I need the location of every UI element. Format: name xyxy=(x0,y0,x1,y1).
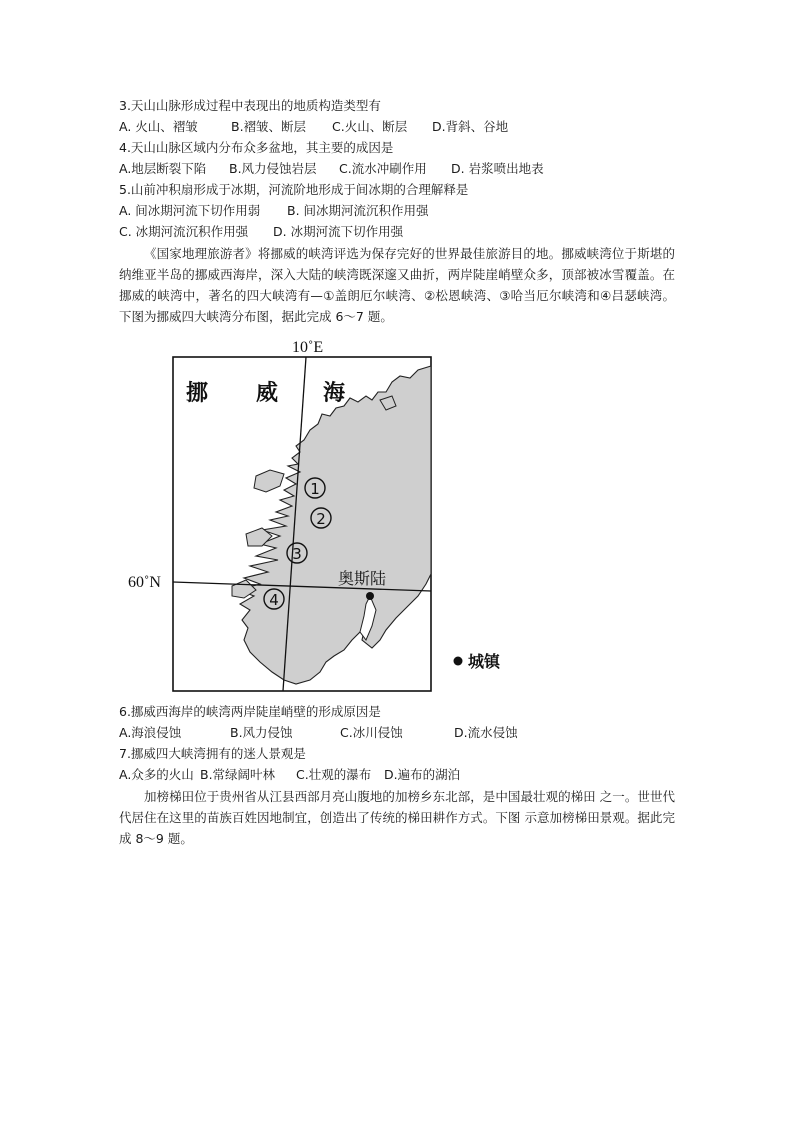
question-6-options xyxy=(119,723,518,743)
q4-option-a: A.地层断裂下陷 xyxy=(119,161,207,176)
q7-option-b: B.常绿阔叶林 xyxy=(200,767,276,782)
q5-option-c: C. 冰期河流沉积作用强 xyxy=(119,224,249,239)
city-label-oslo: 奥斯陆 xyxy=(338,569,387,588)
q5-option-b: B. 间冰期河流沉积作用强 xyxy=(287,203,429,218)
q6-option-d: D.流水侵蚀 xyxy=(454,725,518,740)
passage-norway-fjords: 《国家地理旅游者》将挪威的峡湾评选为保存完好的世界最佳旅游目的地。挪威峡湾位于斯堪的纳维亚半岛的挪威西海岸，深入大陆的峡湾既深邃又曲折，两岸陡崖峭壁众多，顶部被冰雪覆盖。在挪威的峡湾中，著名的四大峡湾有—①盖朗厄尔峡湾、②松恩峡湾、③哈当厄尔峡湾和④吕瑟峡湾。下图为挪威四大峡湾分布图，据此完成 6～7 题。 xyxy=(119,246,675,324)
q4-option-b: B.风力侵蚀岩层 xyxy=(229,161,317,176)
q6-option-c: C.冰川侵蚀 xyxy=(340,725,403,740)
passage-jiabang-terraces: 加榜梯田位于贵州省从江县西部月亮山腹地的加榜乡东北部，是中国最壮观的梯田 之一。世世代代居住在这里的苗族百姓因地制宜，创造出了传统的梯田耕作方式。下图 示意加榜梯田景观。据此完成 8～9 题。 xyxy=(119,789,675,846)
q6-option-b: B.风力侵蚀 xyxy=(230,725,293,740)
q6-option-a: A.海浪侵蚀 xyxy=(119,725,182,740)
q7-option-a: A.众多的火山 xyxy=(119,767,194,782)
question-3: 3.天山山脉形成过程中表现出的地质构造类型有 xyxy=(119,98,381,113)
sea-label-char-3: 海 xyxy=(323,381,346,406)
svg-text:1: 1 xyxy=(310,480,320,498)
question-7: 7.挪威四大峡湾拥有的迷人景观是 xyxy=(119,746,306,761)
q3-option-a: A. 火山、褶皱 xyxy=(119,119,198,134)
q4-option-c: C.流水冲刷作用 xyxy=(339,161,427,176)
q3-option-c: C.火山、断层 xyxy=(332,119,408,134)
q3-option-d: D.背斜、谷地 xyxy=(432,119,509,134)
q7-option-c: C.壮观的瀑布 xyxy=(296,767,372,782)
q4-option-d: D. 岩浆喷出地表 xyxy=(451,161,544,176)
q3-option-b: B.褶皱、断层 xyxy=(231,119,307,134)
city-dot-oslo xyxy=(366,592,374,600)
q5-option-a: A. 间冰期河流下切作用弱 xyxy=(119,203,261,218)
latitude-label: 60˚N xyxy=(128,574,161,591)
question-5: 5.山前冲积扇形成于冰期，河流阶地形成于间冰期的合理解释是 xyxy=(119,182,469,197)
question-4: 4.天山山脉区域内分布众多盆地，其主要的成因是 xyxy=(119,140,394,155)
svg-text:4: 4 xyxy=(269,591,279,609)
longitude-label: 10˚E xyxy=(292,339,324,356)
legend-town-dot xyxy=(454,657,463,666)
q7-option-d: D.遍布的湖泊 xyxy=(384,767,461,782)
svg-text:2: 2 xyxy=(316,510,326,528)
svg-text:3: 3 xyxy=(292,545,302,563)
legend-town-label: 城镇 xyxy=(468,652,501,671)
sea-label-char-1: 挪 xyxy=(186,381,209,406)
sea-label-char-2: 威 xyxy=(256,381,279,406)
q5-option-d: D. 冰期河流下切作用强 xyxy=(273,224,404,239)
question-6: 6.挪威西海岸的峡湾两岸陡崖峭壁的形成原因是 xyxy=(119,704,381,719)
question-7-options xyxy=(119,765,460,785)
